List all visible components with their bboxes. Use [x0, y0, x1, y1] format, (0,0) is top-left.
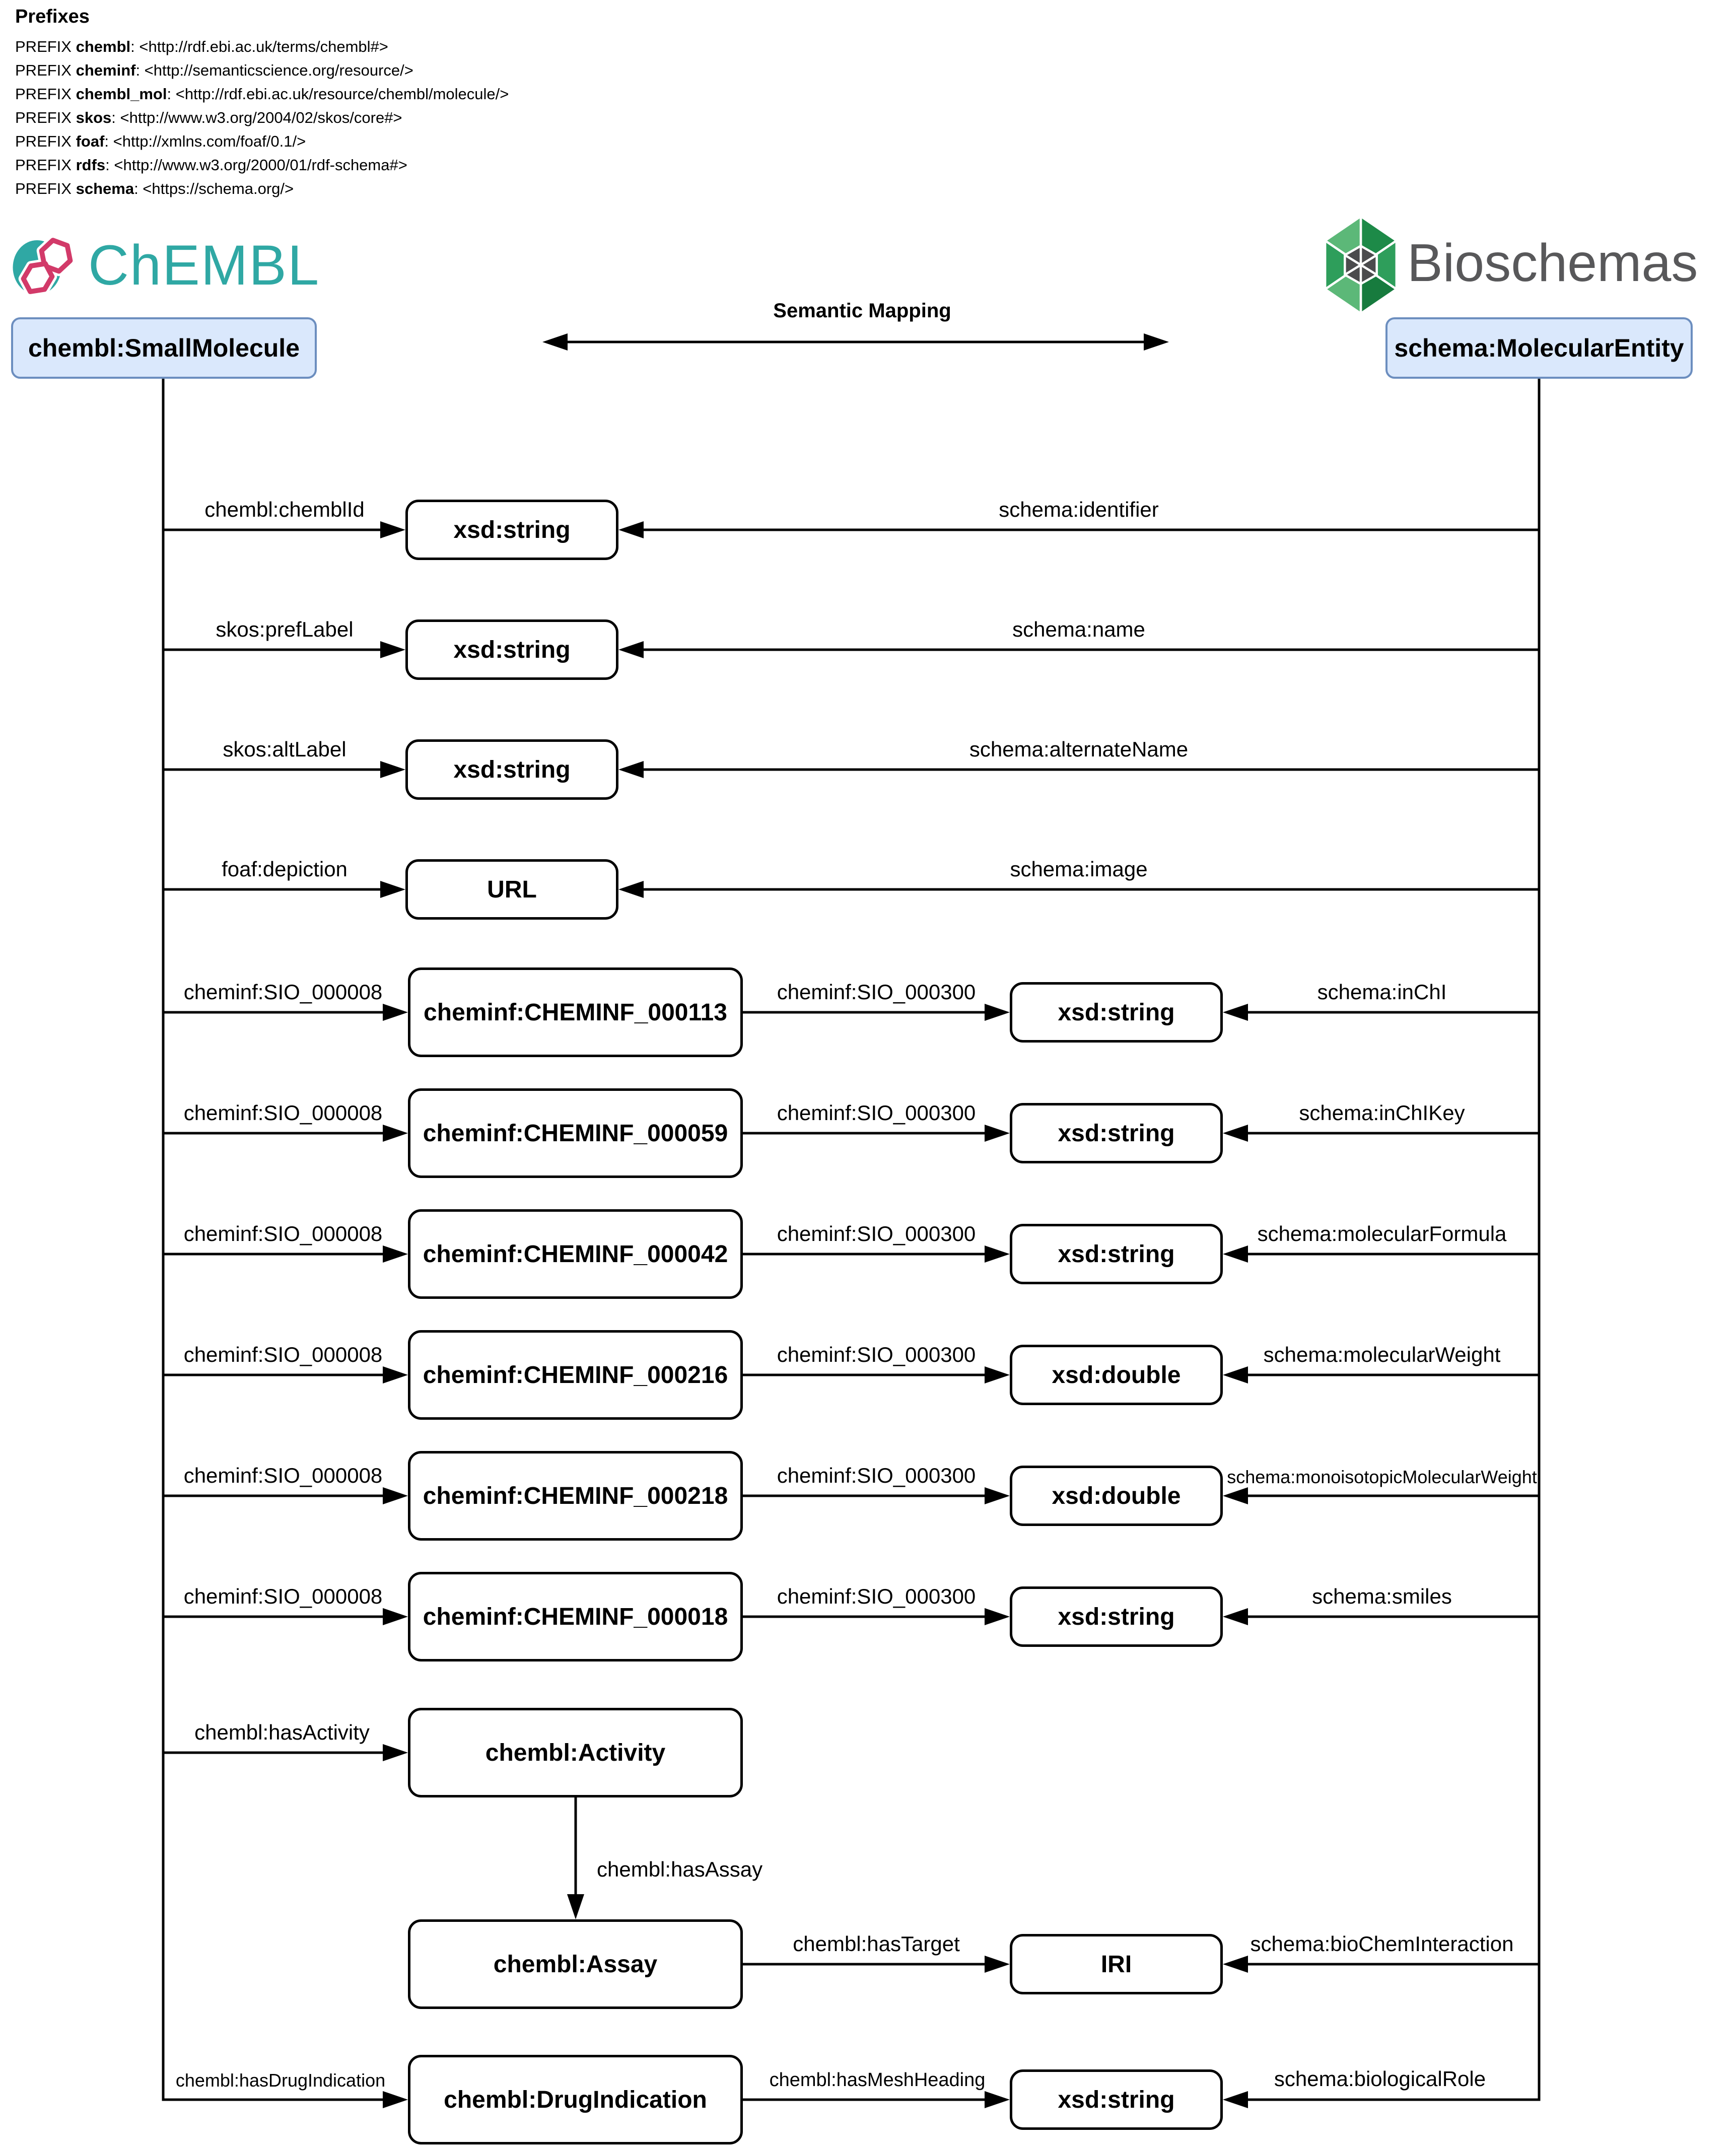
- edge-label-mid: cheminf:SIO_000300: [777, 1101, 976, 1125]
- cheminf-class-box: cheminf:CHEMINF_000113: [408, 967, 743, 1057]
- prefix-name: rdfs: [76, 156, 106, 174]
- edge-label-left: foaf:depiction: [222, 857, 348, 881]
- edge-label-mid: cheminf:SIO_000300: [777, 1464, 976, 1487]
- edge-label-right: schema:image: [1010, 857, 1148, 881]
- iri-box: IRI: [1010, 1934, 1223, 1994]
- arrowhead: [383, 2091, 408, 2108]
- edge-label-mid: cheminf:SIO_000300: [777, 1343, 976, 1366]
- prefix-line: PREFIX chembl_mol: <http://rdf.ebi.ac.uk/resource/chembl/molecule/>: [15, 85, 509, 103]
- arrowhead: [985, 1366, 1010, 1383]
- datatype-box: xsd:string: [1010, 1586, 1223, 1647]
- arrowhead: [1223, 1956, 1248, 1973]
- datatype-box: xsd:double: [1010, 1466, 1223, 1526]
- edge-label-right: schema:name: [1012, 617, 1145, 641]
- edge-label-left: cheminf:SIO_000008: [183, 1101, 383, 1125]
- edge-label-mid: cheminf:SIO_000300: [777, 1584, 976, 1608]
- prefix-line: PREFIX cheminf: <http://semanticscience.org/resource/>: [15, 61, 413, 79]
- arrowhead: [1223, 1245, 1248, 1263]
- arrowhead: [383, 1125, 408, 1142]
- cheminf-class-box: cheminf:CHEMINF_000018: [408, 1572, 743, 1661]
- edge-label-right: schema:smiles: [1312, 1584, 1452, 1608]
- arrowhead: [383, 1744, 408, 1761]
- arrowhead: [985, 1125, 1010, 1142]
- edge-label-has-activity: chembl:hasActivity: [194, 1720, 370, 1744]
- arrowhead: [380, 641, 405, 658]
- arrowhead: [985, 1608, 1010, 1625]
- datatype-box: xsd:string: [405, 500, 618, 560]
- datatype-box: xsd:string: [1010, 982, 1223, 1043]
- arrowhead: [383, 1366, 408, 1383]
- edge-label-has-assay: chembl:hasAssay: [597, 1857, 763, 1881]
- arrowhead: [380, 761, 405, 778]
- cheminf-class-box: cheminf:CHEMINF_000216: [408, 1330, 743, 1420]
- arrowhead: [618, 521, 644, 538]
- arrowhead: [383, 1004, 408, 1021]
- arrowhead: [383, 1608, 408, 1625]
- edge-label-has-drug-indication: chembl:hasDrugIndication: [175, 2070, 386, 2091]
- prefix-name: chembl: [76, 38, 131, 55]
- class-box-small-molecule: chembl:SmallMolecule: [11, 317, 317, 379]
- arrowhead: [985, 1487, 1010, 1504]
- edge-label-biological-role: schema:biologicalRole: [1274, 2067, 1486, 2091]
- prefix-line: PREFIX chembl: <http://rdf.ebi.ac.uk/terms/chembl#>: [15, 38, 388, 55]
- arrowhead: [380, 881, 405, 898]
- arrowhead: [985, 1245, 1010, 1263]
- arrowhead: [383, 1245, 408, 1263]
- edge-label-left: skos:altLabel: [223, 737, 346, 761]
- edge-label-left: cheminf:SIO_000008: [183, 1584, 383, 1608]
- datatype-box: xsd:string: [405, 619, 618, 680]
- arrowhead: [985, 1956, 1010, 1973]
- edge-label-left: cheminf:SIO_000008: [183, 1222, 383, 1245]
- cheminf-class-box: cheminf:CHEMINF_000218: [408, 1451, 743, 1541]
- edge-label-right: schema:alternateName: [969, 737, 1189, 761]
- edge-label-mid: cheminf:SIO_000300: [777, 1222, 976, 1245]
- activity-box: chembl:Activity: [408, 1708, 743, 1797]
- arrowhead: [567, 1894, 584, 1919]
- edge-label-has-mesh-heading: chembl:hasMeshHeading: [769, 2069, 986, 2091]
- edge-label-right: schema:identifier: [999, 498, 1159, 521]
- arrowhead: [618, 641, 644, 658]
- edge-label-left: chembl:chemblId: [204, 498, 365, 521]
- cheminf-class-box: cheminf:CHEMINF_000042: [408, 1209, 743, 1299]
- edge-label-right: schema:molecularFormula: [1257, 1222, 1507, 1245]
- arrowhead: [1223, 2091, 1248, 2108]
- edge-label-biochem-interaction: schema:bioChemInteraction: [1250, 1932, 1514, 1956]
- bioschemas-logo-text: Bioschemas: [1407, 233, 1698, 293]
- arrowhead: [1223, 1487, 1248, 1504]
- prefix-name: skos: [76, 109, 112, 126]
- class-box-molecular-entity: schema:MolecularEntity: [1385, 317, 1693, 379]
- arrowhead: [1223, 1366, 1248, 1383]
- arrowhead: [383, 1487, 408, 1504]
- edge-label-right: schema:inChI: [1317, 980, 1447, 1004]
- prefix-line: PREFIX foaf: <http://xmlns.com/foaf/0.1/>: [15, 132, 306, 150]
- arrowhead: [1223, 1125, 1248, 1142]
- edge-label-mid: cheminf:SIO_000300: [777, 980, 976, 1004]
- chembl-logo-text: ChEMBL: [88, 234, 320, 297]
- arrowhead: [985, 2091, 1010, 2108]
- edge-label-left: cheminf:SIO_000008: [183, 1343, 383, 1366]
- prefix-name: cheminf: [76, 61, 136, 79]
- mapping-title: Semantic Mapping: [773, 300, 951, 322]
- edge-label-right: schema:inChIKey: [1299, 1101, 1465, 1125]
- edge-label-left: cheminf:SIO_000008: [183, 1464, 383, 1487]
- prefix-name: chembl_mol: [76, 85, 167, 103]
- arrowhead: [985, 1004, 1010, 1021]
- drug-indication-box: chembl:DrugIndication: [408, 2055, 743, 2144]
- datatype-box: xsd:string: [1010, 1224, 1223, 1284]
- prefix-line: PREFIX rdfs: <http://www.w3.org/2000/01/rdf-schema#>: [15, 156, 407, 174]
- edge-label-right: schema:molecularWeight: [1263, 1343, 1501, 1366]
- prefix-line: PREFIX skos: <http://www.w3.org/2004/02/skos/core#>: [15, 109, 402, 126]
- arrowhead: [618, 881, 644, 898]
- prefix-name: foaf: [76, 132, 105, 150]
- edge-label-right: schema:monoisotopicMolecularWeight: [1227, 1467, 1537, 1487]
- edge-label-left: skos:prefLabel: [216, 617, 354, 641]
- edge-label-has-target: chembl:hasTarget: [793, 1932, 960, 1956]
- arrowhead: [1223, 1004, 1248, 1021]
- datatype-box: xsd:string: [405, 739, 618, 800]
- datatype-box: xsd:string: [1010, 2069, 1223, 2130]
- prefix-name: schema: [76, 180, 134, 197]
- datatype-box: xsd:string: [1010, 1103, 1223, 1163]
- arrowhead: [380, 521, 405, 538]
- arrowhead: [618, 761, 644, 778]
- datatype-box: URL: [405, 859, 618, 920]
- arrowhead: [542, 333, 568, 351]
- arrowhead: [1223, 1608, 1248, 1625]
- prefix-line: PREFIX schema: <https://schema.org/>: [15, 180, 294, 197]
- prefixes-title: Prefixes: [15, 6, 90, 27]
- assay-box: chembl:Assay: [408, 1919, 743, 2009]
- datatype-box: xsd:double: [1010, 1345, 1223, 1405]
- cheminf-class-box: cheminf:CHEMINF_000059: [408, 1088, 743, 1178]
- arrowhead: [1144, 333, 1169, 351]
- edge-label-left: cheminf:SIO_000008: [183, 980, 383, 1004]
